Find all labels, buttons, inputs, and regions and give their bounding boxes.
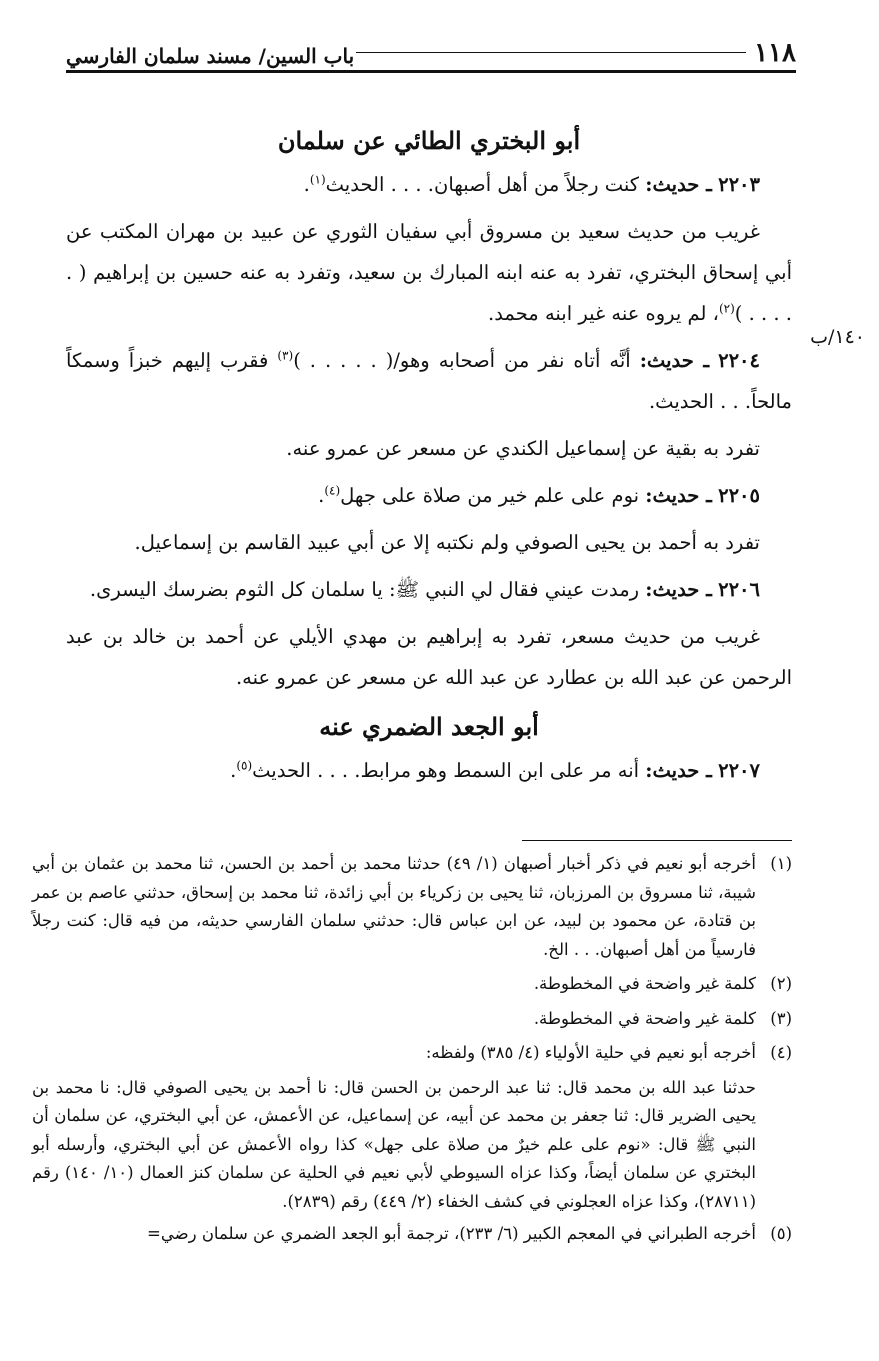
footnote-separator xyxy=(522,840,792,841)
footnote-text: أخرجه أبو نعيم في حلية الأولياء (٤/ ٣٨٥) ولفظه: xyxy=(425,1043,756,1062)
header-dash-line xyxy=(356,52,746,53)
hadith-number: ٢٢٠٧ xyxy=(718,759,760,782)
hadith-label: حديث: xyxy=(645,759,700,782)
footnote-ref[interactable]: (٥) xyxy=(236,758,253,773)
footnote-number: (٥) xyxy=(770,1224,792,1243)
hadith-number: ٢٢٠٤ xyxy=(718,349,761,372)
hadith-text: رمدت عيني فقال لي النبي ﷺ: يا سلمان كل الثوم بضرسك اليسرى. xyxy=(89,578,640,601)
page-number: ١١٨ xyxy=(754,38,796,68)
hadith-2205: ٢٢٠٥ ـ حديث: نوم على علم خير من صلاة على جهل$^{(٤)}$. xyxy=(318,483,760,507)
footnote xyxy=(32,1039,792,1068)
footnote-text: أخرجه الطبراني في المعجم الكبير (٦/ ٢٣٣)، ترجمة أبو الجعد الضمري عن سلمان رضي= xyxy=(147,1224,756,1243)
footnote xyxy=(32,1005,792,1034)
commentary-paragraph: غريب من حديث سعيد بن مسروق أبي سفيان الثوري عن عبيد بن مهران المكتب عن أبي إسحاق البختري، تفرد به عنه ابنه المبارك بن سعيد، وتفرد به عنه حسين بن إبراهيم ( . . . . . )$^{(٢)}$، لم يروه عنه غير ابنه محمد. xyxy=(66,220,792,325)
footnote xyxy=(32,1220,792,1249)
footnote-text: كلمة غير واضحة في المخطوطة. xyxy=(533,1008,756,1028)
footnote xyxy=(32,850,792,964)
hadith-number: ٢٢٠٥ xyxy=(718,484,760,507)
header-rule xyxy=(66,70,796,73)
hadith-2206: ٢٢٠٦ ـ حديث: رمدت عيني فقال لي النبي ﷺ: يا سلمان كل الثوم بضرسك اليسرى. xyxy=(89,578,760,601)
hadith-label: حديث: xyxy=(645,578,700,601)
hadith-label: حديث: xyxy=(645,484,700,507)
hadith-label: حديث: xyxy=(639,349,694,372)
manuscript-folio-mark: ١٤٠/ب xyxy=(810,326,865,348)
section-title: أبو البختري الطائي عن سلمان xyxy=(277,126,581,155)
footnote-quote: حدثنا عبد الله بن محمد قال: ثنا عبد الرحمن بن الحسن قال: نا أحمد بن يحيى الصوفي قال: نا محمد بن يحيى الضرير قال: ثنا جعفر بن محمد عن أبيه، عن إسماعيل، عن الأعمش، عن أبي البختري، عن سلمان أن النبي ﷺ قال: «نوم على علم خيرٌ من صلاة على جهل» كذا رواه الأعمش عن أبي البختري، وأرسله أبو البختري عن سلمان أيضاً، وكذا عزاه السيوطي لأبي نعيم في الحلية عن سلمان كنز العمال (١٠/ ١٤٠) رقم (٢٨٧١١)، وكذا عزاه العجلوني في كشف الخفاء (٢/ ٤٤٩) رقم (٢٨٣٩). xyxy=(32,1077,756,1211)
running-title: باب السين/ مسند سلمان الفارسي xyxy=(66,44,355,68)
footnote-number: (٣) xyxy=(770,1008,792,1028)
hadith-number: ٢٢٠٣ xyxy=(718,173,760,196)
hadith-text: نوم على علم خير من صلاة على جهل xyxy=(340,484,640,507)
footnote-ref[interactable]: (٤) xyxy=(324,483,341,498)
footnote-text: كلمة غير واضحة في المخطوطة. xyxy=(533,974,756,993)
footnote-number: (٤) xyxy=(770,1043,792,1062)
footnote-number: (٢) xyxy=(770,974,792,993)
footnote-text: أخرجه أبو نعيم في ذكر أخبار أصبهان (١/ ٤٩) حدثنا محمد بن أحمد بن الحسن، ثنا محمد بن عثمان بن أبي شيبة، ثنا مسروق بن المرزبان، ثنا يحيى بن زكرياء بن أبي زائدة، ثنا محمد بن إسحاق، حدثني عاصم بن عمر بن قتادة، عن محمود بن لبيد، عن ابن عباس قال: حدثني سلمان الفارسي حديثه، من فيه قال: كنت رجلاً فارسياً من أهل أصبهان. . . الخ. xyxy=(32,854,756,959)
hadith-text: كنت رجلاً من أهل أصبهان. . . . الحديث xyxy=(325,173,640,196)
hadith-2203: ٢٢٠٣ ـ حديث: كنت رجلاً من أهل أصبهان. . . . الحديث$^{(١)}$. xyxy=(303,172,760,196)
footnote-ref[interactable]: (١) xyxy=(309,172,326,187)
hadith-label: حديث: xyxy=(645,173,700,196)
footnotes xyxy=(32,850,792,1255)
main-text xyxy=(66,118,792,797)
footnote-ref[interactable]: (٣) xyxy=(277,348,294,363)
hadith-2204: ٢٢٠٤ ـ حديث: أنَّه أتاه نفر من أصحابه وهو/( . . . . . )$^{(٣)}$ فقرب إليهم خبزاً وسمكاً مالحاً. . . الحديث. xyxy=(66,348,792,413)
commentary-paragraph: تفرد به بقية عن إسماعيل الكندي عن مسعر عن عمرو عنه. xyxy=(286,437,760,460)
footnote-ref[interactable]: (٢) xyxy=(718,301,735,316)
hadith-number: ٢٢٠٦ xyxy=(718,578,760,601)
hadith-text: أنه مر على ابن السمط وهو مرابط. . . . الحديث xyxy=(252,759,640,782)
commentary-paragraph: غريب من حديث مسعر، تفرد به إبراهيم بن مهدي الأيلي عن أحمد بن خالد بن عبد الرحمن عن عبد الله بن عطارد عن عبد الله عن مسعر عن عمرو عنه. xyxy=(66,625,792,689)
footnote-number: (١) xyxy=(770,854,792,873)
footnote xyxy=(32,970,792,999)
hadith-2207: ٢٢٠٧ ـ حديث: أنه مر على ابن السمط وهو مرابط. . . . الحديث$^{(٥)}$. xyxy=(230,758,760,782)
hadith-text: أنَّه أتاه نفر من أصحابه وهو/( . . . . . ) xyxy=(293,349,631,372)
commentary-paragraph: تفرد به أحمد بن يحيى الصوفي ولم نكتبه إلا عن أبي عبيد القاسم بن إسماعيل. xyxy=(134,531,760,554)
section-title: أبو الجعد الضمري عنه xyxy=(319,712,539,741)
page-header xyxy=(66,38,796,72)
